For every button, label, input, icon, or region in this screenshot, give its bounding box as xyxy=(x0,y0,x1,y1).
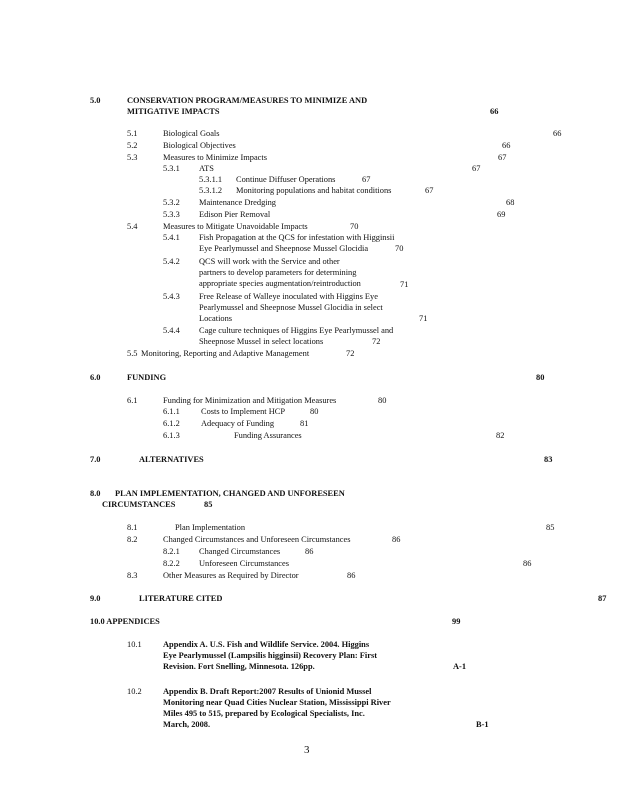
toc-number: 8.2 xyxy=(127,535,138,544)
toc-entry-cont: Pearlymussel and Sheepnose Mussel Glocidia in select xyxy=(199,303,383,312)
toc-page: 80 xyxy=(310,407,319,416)
page-number: 3 xyxy=(304,744,310,756)
toc-heading-cont: MITIGATIVE IMPACTS xyxy=(127,107,220,116)
toc-entry: Edison Pier Removal xyxy=(199,210,271,219)
toc-entry: Cage culture techniques of Higgins Eye Pearlymussel and xyxy=(199,326,394,335)
toc-page: 86 xyxy=(523,559,532,568)
toc-page: 72 xyxy=(346,349,355,358)
toc-page: 81 xyxy=(300,419,309,428)
toc-page: 66 xyxy=(553,129,562,138)
toc-heading: 10.0 APPENDICES xyxy=(90,617,160,626)
toc-entry-cont: March, 2008. xyxy=(163,720,211,729)
toc-page: 69 xyxy=(497,210,506,219)
toc-page: 67 xyxy=(498,153,507,162)
toc-page: 99 xyxy=(452,617,461,626)
toc-page: 70 xyxy=(395,244,404,253)
toc-page: 86 xyxy=(347,571,356,580)
toc-heading: PLAN IMPLEMENTATION, CHANGED AND UNFORESEEN xyxy=(115,489,345,498)
toc-page: 85 xyxy=(546,523,555,532)
toc-entry: Funding for Minimization and Mitigation Measures xyxy=(163,396,337,405)
toc-page: B-1 xyxy=(476,720,489,729)
toc-number: 8.2.2 xyxy=(163,559,180,568)
toc-entry: Appendix B. Draft Report:2007 Results of Unionid Mussel xyxy=(163,687,372,696)
toc-entry: Biological Objectives xyxy=(163,141,236,150)
toc-number: 10.2 xyxy=(127,687,142,696)
toc-entry: Other Measures as Required by Director xyxy=(163,571,299,580)
toc-page: 67 xyxy=(425,186,434,195)
toc-page: 86 xyxy=(392,535,401,544)
toc-entry: Plan Implementation xyxy=(175,523,246,532)
toc-heading: CONSERVATION PROGRAM/MEASURES TO MINIMIZE AND xyxy=(127,96,368,105)
toc-page: 68 xyxy=(506,198,515,207)
toc-number: 5.3.1 xyxy=(163,164,180,173)
toc-page: 70 xyxy=(350,222,359,231)
toc-page: 66 xyxy=(502,141,511,150)
toc-entry: Maintenance Dredging xyxy=(199,198,276,207)
toc-page: 86 xyxy=(305,547,314,556)
toc-entry: Measures to Minimize Impacts xyxy=(163,153,267,162)
toc-number: 6.0 xyxy=(90,373,101,382)
toc-heading: FUNDING xyxy=(127,373,167,382)
toc-number: 8.1 xyxy=(127,523,138,532)
toc-entry: Unforeseen Circumstances xyxy=(199,559,289,568)
toc-number: 5.3.1.2 xyxy=(199,186,223,195)
toc-entry: QCS will work with the Service and other xyxy=(199,257,340,266)
toc-entry: Monitoring, Reporting and Adaptive Management xyxy=(141,349,310,358)
toc-page: 80 xyxy=(536,373,545,382)
toc-number: 5.5 xyxy=(127,349,138,358)
toc-entry: Changed Circumstances and Unforeseen Circumstances xyxy=(163,535,351,544)
toc-page: 66 xyxy=(490,107,499,116)
toc-entry: ATS xyxy=(199,164,214,173)
toc-number: 5.4 xyxy=(127,222,138,231)
toc-page: 67 xyxy=(472,164,481,173)
toc-entry: Continue Diffuser Operations xyxy=(236,175,336,184)
toc-page: A-1 xyxy=(453,662,467,671)
toc-number: 9.0 xyxy=(90,594,101,603)
toc-number: 5.3.1.1 xyxy=(199,175,223,184)
toc-page: 83 xyxy=(544,455,553,464)
toc-page: 80 xyxy=(378,396,387,405)
toc-number: 5.3.3 xyxy=(163,210,180,219)
toc-page: 71 xyxy=(400,280,409,289)
toc-number: 5.0 xyxy=(90,96,101,105)
toc-number: 6.1.2 xyxy=(163,419,180,428)
toc-entry-cont: partners to develop parameters for determining xyxy=(199,268,357,277)
toc-entry: Adequacy of Funding xyxy=(201,419,275,428)
toc-page: 72 xyxy=(372,337,381,346)
toc-page: 82 xyxy=(496,431,505,440)
toc-number: 8.3 xyxy=(127,571,138,580)
toc-number: 5.3.2 xyxy=(163,198,180,207)
toc-entry: Measures to Mitigate Unavoidable Impacts xyxy=(163,222,308,231)
toc-entry-cont: Locations xyxy=(199,314,233,323)
toc-number: 6.1 xyxy=(127,396,138,405)
toc-number: 5.3 xyxy=(127,153,138,162)
toc-heading: ALTERNATIVES xyxy=(139,455,204,464)
toc-page: 67 xyxy=(362,175,371,184)
toc-entry-cont: Sheepnose Mussel in select locations xyxy=(199,337,324,346)
toc-number: 5.4.2 xyxy=(163,257,180,266)
toc-number: 8.2.1 xyxy=(163,547,180,556)
toc-entry-cont: Monitoring near Quad Cities Nuclear Station, Mississippi River xyxy=(163,698,391,707)
toc-entry: Appendix A. U.S. Fish and Wildlife Service. 2004. Higgins xyxy=(163,640,370,649)
toc-entry-cont: Eye Pearlymussel and Sheepnose Mussel Glocidia xyxy=(199,244,369,253)
toc-heading-cont: CIRCUMSTANCES xyxy=(102,500,176,509)
toc-page: 71 xyxy=(419,314,428,323)
toc-entry: Costs to Implement HCP xyxy=(201,407,285,416)
toc-entry-cont: Eye Pearlymussel (Lampsilis higginsii) Recovery Plan: First xyxy=(163,651,378,660)
toc-entry: Biological Goals xyxy=(163,129,220,138)
toc-number: 5.4.3 xyxy=(163,292,180,301)
toc-number: 8.0 xyxy=(90,489,101,498)
toc-number: 10.1 xyxy=(127,640,142,649)
toc-entry: Funding Assurances xyxy=(234,431,302,440)
toc-number: 5.4.4 xyxy=(163,326,180,335)
toc-entry-cont: Miles 495 to 515, prepared by Ecological Specialists, Inc. xyxy=(163,709,365,718)
toc-entry-cont: Revision. Fort Snelling, Minnesota. 126pp. xyxy=(163,662,315,671)
toc-entry-cont: appropriate species augmentation/reintroduction xyxy=(199,279,361,288)
toc-page: 87 xyxy=(598,594,607,603)
toc-number: 5.2 xyxy=(127,141,138,150)
toc-page: 85 xyxy=(204,500,213,509)
toc-entry: Monitoring populations and habitat conditions xyxy=(236,186,392,195)
toc-number: 5.1 xyxy=(127,129,138,138)
toc-number: 6.1.1 xyxy=(163,407,180,416)
toc-entry: Free Release of Walleye inoculated with Higgins Eye xyxy=(199,292,378,301)
toc-number: 7.0 xyxy=(90,455,101,464)
toc-entry: Changed Circumstances xyxy=(199,547,281,556)
toc-heading: LITERATURE CITED xyxy=(139,594,223,603)
toc-number: 5.4.1 xyxy=(163,233,180,242)
toc-entry: Fish Propagation at the QCS for infestation with Higginsii xyxy=(199,233,395,242)
toc-number: 6.1.3 xyxy=(163,431,180,440)
